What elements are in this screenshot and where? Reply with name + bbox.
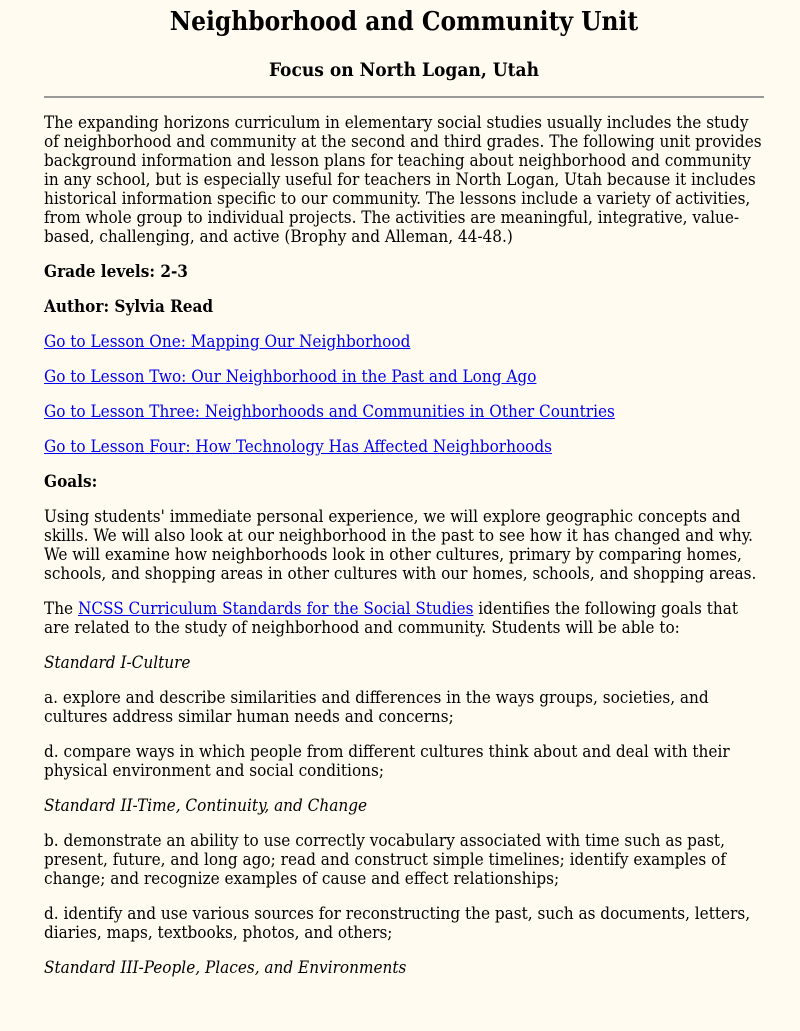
- ncss-paragraph: [44, 600, 764, 638]
- lesson-link-item: [44, 368, 764, 387]
- standard-item: d. identify and use various sources for reconstructing the past, such as documents, letters, diaries, maps, textbooks, photos, and others;: [44, 904, 751, 943]
- lesson-four-link[interactable]: Go to Lesson Four: How Technology Has Affected Neighborhoods: [44, 437, 553, 457]
- lesson-link-item: [44, 403, 764, 422]
- standard-title: Standard III-People, Places, and Environments: [44, 958, 407, 978]
- grade-levels: Grade levels: 2-3: [44, 262, 188, 282]
- page-subtitle: Focus on North Logan, Utah: [268, 59, 540, 81]
- page-title: Neighborhood and Community Unit: [169, 7, 639, 37]
- ncss-suffix: identifies the following goals that are related to the study of neighborhood and community. Students will be able to:: [44, 599, 739, 638]
- document-page: [0, 7, 800, 978]
- author: Author: Sylvia Read: [44, 297, 214, 317]
- goals-paragraph: Using students' immediate personal experience, we will explore geographic concepts and skills. We will also look at our neighborhood in the past to see how it has changed and why. We will examine how neighborhoods look in other cultures, primary by comparing homes, schools, and shopping areas in other cultures with our homes, schools, and shopping areas.: [44, 507, 757, 584]
- standard-item: b. demonstrate an ability to use correctly vocabulary associated with time such as past, present, future, and long ago; read and construct simple timelines; identify examples of change; and recognize examples of cause and effect relationships;: [44, 831, 726, 889]
- lesson-link-item: [44, 438, 764, 457]
- ncss-prefix: The: [44, 599, 78, 619]
- standard-title: Standard I-Culture: [44, 653, 191, 673]
- header-divider: [44, 96, 764, 98]
- goals-heading: Goals:: [44, 472, 98, 492]
- lesson-two-link[interactable]: Go to Lesson Two: Our Neighborhood in the Past and Long Ago: [44, 367, 537, 387]
- lesson-three-link[interactable]: Go to Lesson Three: Neighborhoods and Communities in Other Countries: [44, 402, 615, 422]
- lesson-link-item: [44, 333, 764, 352]
- standard-item: d. compare ways in which people from different cultures think about and deal with their physical environment and social conditions;: [44, 742, 730, 781]
- standard-item: a. explore and describe similarities and differences in the ways groups, societies, and cultures address similar human needs and concerns;: [44, 688, 709, 727]
- ncss-standards-link[interactable]: NCSS Curriculum Standards for the Social Studies: [77, 599, 474, 619]
- intro-paragraph: The expanding horizons curriculum in elementary social studies usually includes the study of neighborhood and community at the second and third grades. The following unit provides background information and lesson plans for teaching about neighborhood and community in any school, but is especially useful for teachers in North Logan, Utah because it includes historical information specific to our community. The lessons include a variety of activities, from whole group to individual projects. The activities are meaningful, integrative, value-based, challenging, and active (Brophy and Alleman, 44-48.): [44, 113, 762, 247]
- lesson-one-link[interactable]: Go to Lesson One: Mapping Our Neighborhood: [44, 332, 411, 352]
- standard-title: Standard II-Time, Continuity, and Change: [44, 796, 368, 816]
